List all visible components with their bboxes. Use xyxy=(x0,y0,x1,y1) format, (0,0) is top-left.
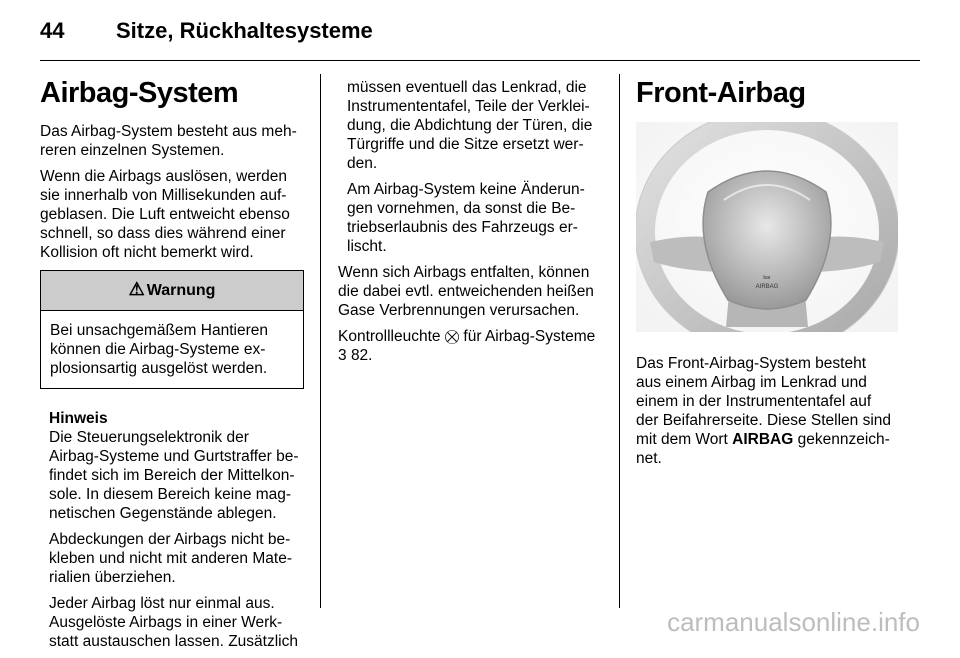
note-paragraph: Die Steuerungselektronik der Airbag-Systeme und Gurtstraffer be- findet sich im Bereich der Mittelkon- sole. In diesem Bereich keine mag- netischen Gegenstände ablegen. xyxy=(49,429,299,522)
paragraph: Wenn die Airbags auslösen, werden sie innerhalb von Millisekunden auf- geblasen. Die Luft entweicht ebenso schnell, so dass dies während einer Kollision oft nicht bemerkt wird. xyxy=(40,168,290,261)
airbag-warning-lamp-icon: ⛒ xyxy=(444,328,460,344)
note-title: Hinweis xyxy=(49,410,108,427)
column-divider xyxy=(619,74,620,608)
chapter-title: Sitze, Rückhaltesysteme xyxy=(116,18,373,43)
middle-column xyxy=(338,78,602,372)
steering-wheel-illustration xyxy=(636,122,898,332)
note-paragraph: Abdeckungen der Airbags nicht be- kleben und nicht mit anderen Mate- rialien überziehen. xyxy=(49,531,292,586)
note-paragraph: Am Airbag-System keine Änderun- gen vornehmen, da sonst die Be- triebserlaubnis des Fahrzeugs er- lischt. xyxy=(347,181,585,255)
warning-box xyxy=(40,270,304,389)
page-reference-arrow-icon: 3 xyxy=(338,347,347,364)
warning-triangle-icon: ⚠ xyxy=(128,279,145,299)
cross-reference: Kontrollleuchte ⛒ für Airbag-Systeme 3 82. xyxy=(338,328,596,364)
warning-text: Bei unsachgemäßem Hantieren können die Airbag-Systeme ex- plosionsartig ausgelöst werden. xyxy=(50,322,268,377)
page-number: 44 xyxy=(40,18,65,43)
warning-title: Warnung xyxy=(146,282,216,299)
section-heading-front-airbag: Front-Airbag xyxy=(636,77,806,109)
wheel-emblem-text: bar xyxy=(763,275,771,281)
paragraph: Das Front-Airbag-System besteht aus einem Airbag im Lenkrad und einem in der Instrumententafel auf der Beifahrerseite. Diese Stellen sind mit dem Wort AIRBAG gekennzeich- net. xyxy=(636,355,892,467)
header-rule xyxy=(40,60,920,61)
note-paragraph: müssen eventuell das Lenkrad, die Instrumententafel, Teile der Verklei- dung, die Abdichtung der Türen, die Türgriffe und die Sitze ersetzt wer- den. xyxy=(347,79,593,172)
airbag-word: AIRBAG xyxy=(732,431,794,448)
note-continuation xyxy=(338,78,602,256)
warning-header xyxy=(41,271,303,311)
column-divider xyxy=(320,74,321,608)
wheel-airbag-label: AIRBAG xyxy=(755,284,779,290)
note-paragraph: Jeder Airbag löst nur einmal aus. Ausgelöste Airbags in einer Werk- statt austauschen lassen. Zusätzlich xyxy=(49,595,298,650)
left-column xyxy=(40,70,304,658)
watermark: carmanualsonline.info xyxy=(667,607,920,637)
page-reference: 82. xyxy=(350,347,373,364)
paragraph: Wenn sich Airbags entfalten, können die dabei evtl. entweichenden heißen Gase Verbrennungen verursachen. xyxy=(338,264,594,319)
section-heading-airbag-system: Airbag-System xyxy=(40,77,239,109)
right-column xyxy=(636,70,906,475)
note-box xyxy=(40,401,304,651)
paragraph: Das Airbag-System besteht aus meh- reren einzelnen Systemen. xyxy=(40,123,297,159)
page-header xyxy=(40,14,920,54)
